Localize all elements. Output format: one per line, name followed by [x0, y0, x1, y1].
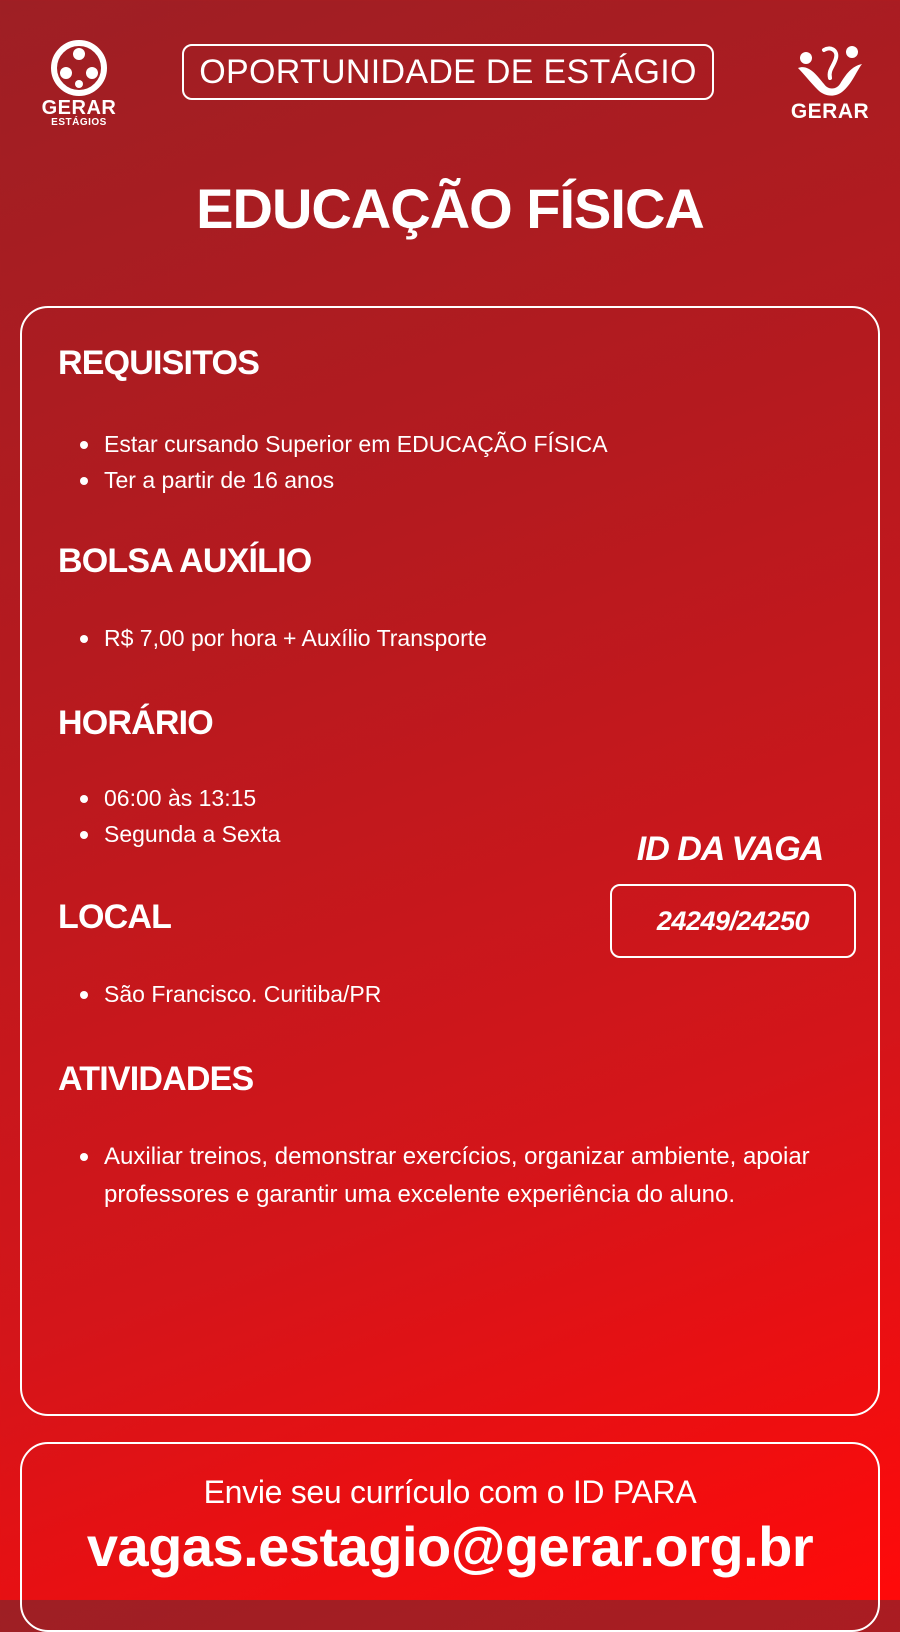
- atividades-list: [80, 1138, 860, 1214]
- requisitos-list: [80, 426, 608, 498]
- left-logo-line2: ESTÁGIOS: [51, 117, 107, 128]
- id-vaga-label: ID DA VAGA: [636, 830, 824, 868]
- horario-heading: HORÁRIO: [58, 704, 213, 742]
- local-list: [80, 976, 381, 1012]
- left-logo-line1: GERAR: [41, 97, 117, 119]
- atividades-heading: ATIVIDADES: [58, 1060, 254, 1098]
- page-title: EDUCAÇÃO FÍSICA: [196, 177, 704, 240]
- bolsa-heading: BOLSA AUXÍLIO: [58, 542, 312, 580]
- gerar-estagios-logo-icon: [51, 40, 107, 96]
- list-item: Ter a partir de 16 anos: [80, 462, 608, 498]
- horario-list: [80, 780, 280, 852]
- bolsa-list: [80, 620, 487, 656]
- id-vaga-value: 24249/24250: [610, 884, 856, 958]
- right-logo-text: GERAR: [790, 100, 870, 123]
- gerar-people-logo-icon: [794, 44, 866, 96]
- list-item: 06:00 às 13:15: [80, 780, 280, 816]
- list-item: R$ 7,00 por hora + Auxílio Transporte: [80, 620, 487, 656]
- list-item: Segunda a Sexta: [80, 816, 280, 852]
- local-heading: LOCAL: [58, 898, 172, 936]
- list-item: Auxiliar treinos, demonstrar exercícios, organizar ambiente, apoiar professores e garantir uma excelente experiência do aluno.: [80, 1138, 860, 1214]
- contact-email[interactable]: vagas.estagio@gerar.org.br: [86, 1515, 814, 1578]
- list-item: Estar cursando Superior em EDUCAÇÃO FÍSICA: [80, 426, 608, 462]
- requisitos-heading: REQUISITOS: [58, 344, 260, 382]
- gerar-estagios-logo: [34, 40, 124, 130]
- list-item: São Francisco. Curitiba/PR: [80, 976, 381, 1012]
- gerar-logo: [782, 44, 878, 128]
- contact-instruction: Envie seu currículo com o ID PARA: [203, 1474, 697, 1510]
- opportunity-banner: OPORTUNIDADE DE ESTÁGIO: [182, 44, 714, 100]
